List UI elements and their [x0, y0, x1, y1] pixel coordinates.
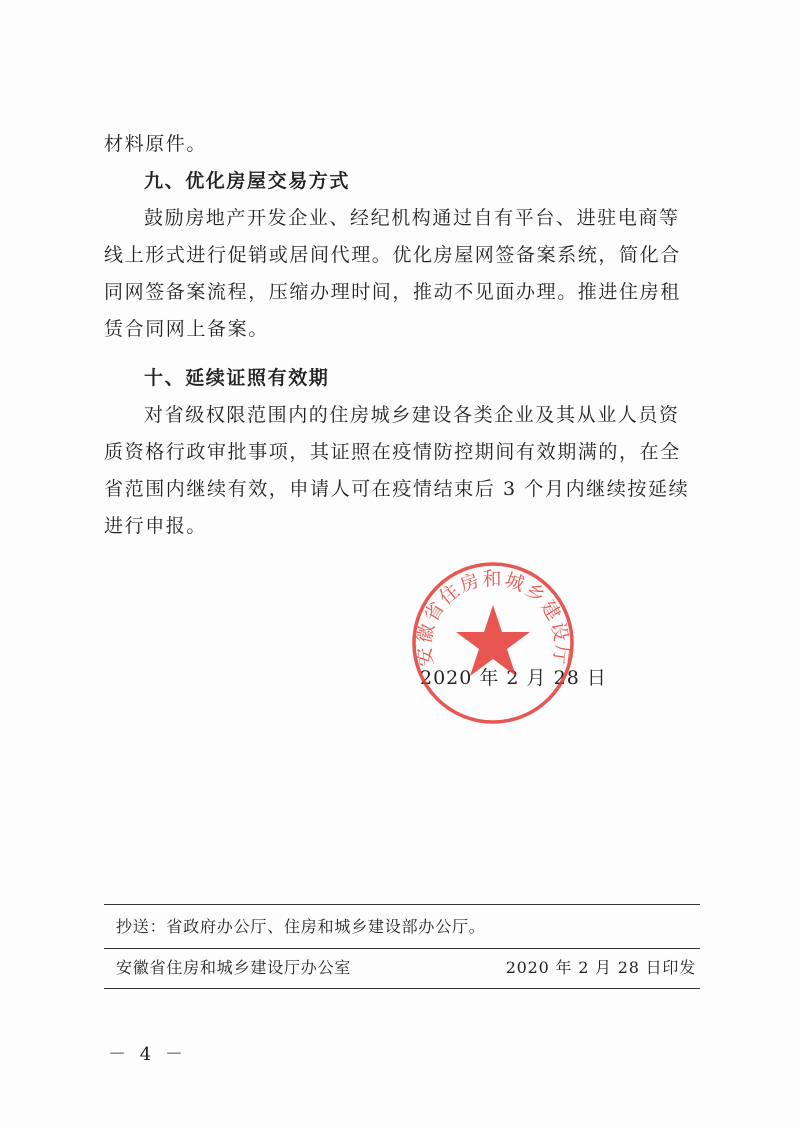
paragraph-line: 对省级权限范围内的住房城乡建设各类企业及其从业人员资: [144, 404, 680, 426]
paragraph-line: 同网签备案流程，压缩办理时间，推动不见面办理。推进住房租: [104, 281, 681, 303]
official-seal-icon: [410, 560, 576, 726]
issuer-name: 安徽省住房和城乡建设厅办公室: [116, 958, 352, 977]
paragraph-line: 质资格行政审批事项，其证照在疫情防控期间有效期满的，在全: [104, 441, 681, 463]
signature-date: 2020 年 2 月 28 日: [420, 667, 607, 689]
paragraph-8-tail: [104, 126, 700, 163]
paragraph-line: 鼓励房地产开发企业、经纪机构通过自有平台、进驻电商等: [144, 207, 680, 229]
paragraph-line: 进行申报。: [104, 515, 208, 537]
section-10-body: [104, 397, 700, 545]
page-number: － 4 －: [108, 1044, 187, 1065]
issuer-line: [116, 956, 696, 980]
paragraph-line: 省范围内继续有效，申请人可在疫情结束后 3 个月内继续按延续: [104, 478, 690, 500]
seal-text: 安徽省住房和城乡建设厅: [413, 567, 573, 668]
seal-star-icon: [456, 605, 530, 676]
section-9-body: [104, 200, 700, 348]
section-9-heading: 九、优化房屋交易方式: [144, 170, 351, 192]
footer-middle-rule: [104, 948, 700, 949]
paragraph-line: 线上形式进行促销或居间代理。优化房屋网签备案系统，简化合: [104, 244, 681, 266]
paragraph-line: 赁合同网上备案。: [104, 318, 269, 340]
footer-bottom-rule: [104, 988, 700, 989]
cc-text: 抄送：省政府办公厅、住房和城乡建设部办公厅。: [116, 917, 486, 936]
footer-top-rule: [104, 904, 700, 905]
paragraph-line: 材料原件。: [104, 133, 208, 155]
section-10-heading: 十、延续证照有效期: [144, 367, 330, 389]
cc-line: [116, 915, 696, 939]
print-date: 2020 年 2 月 28 日印发: [505, 958, 696, 977]
